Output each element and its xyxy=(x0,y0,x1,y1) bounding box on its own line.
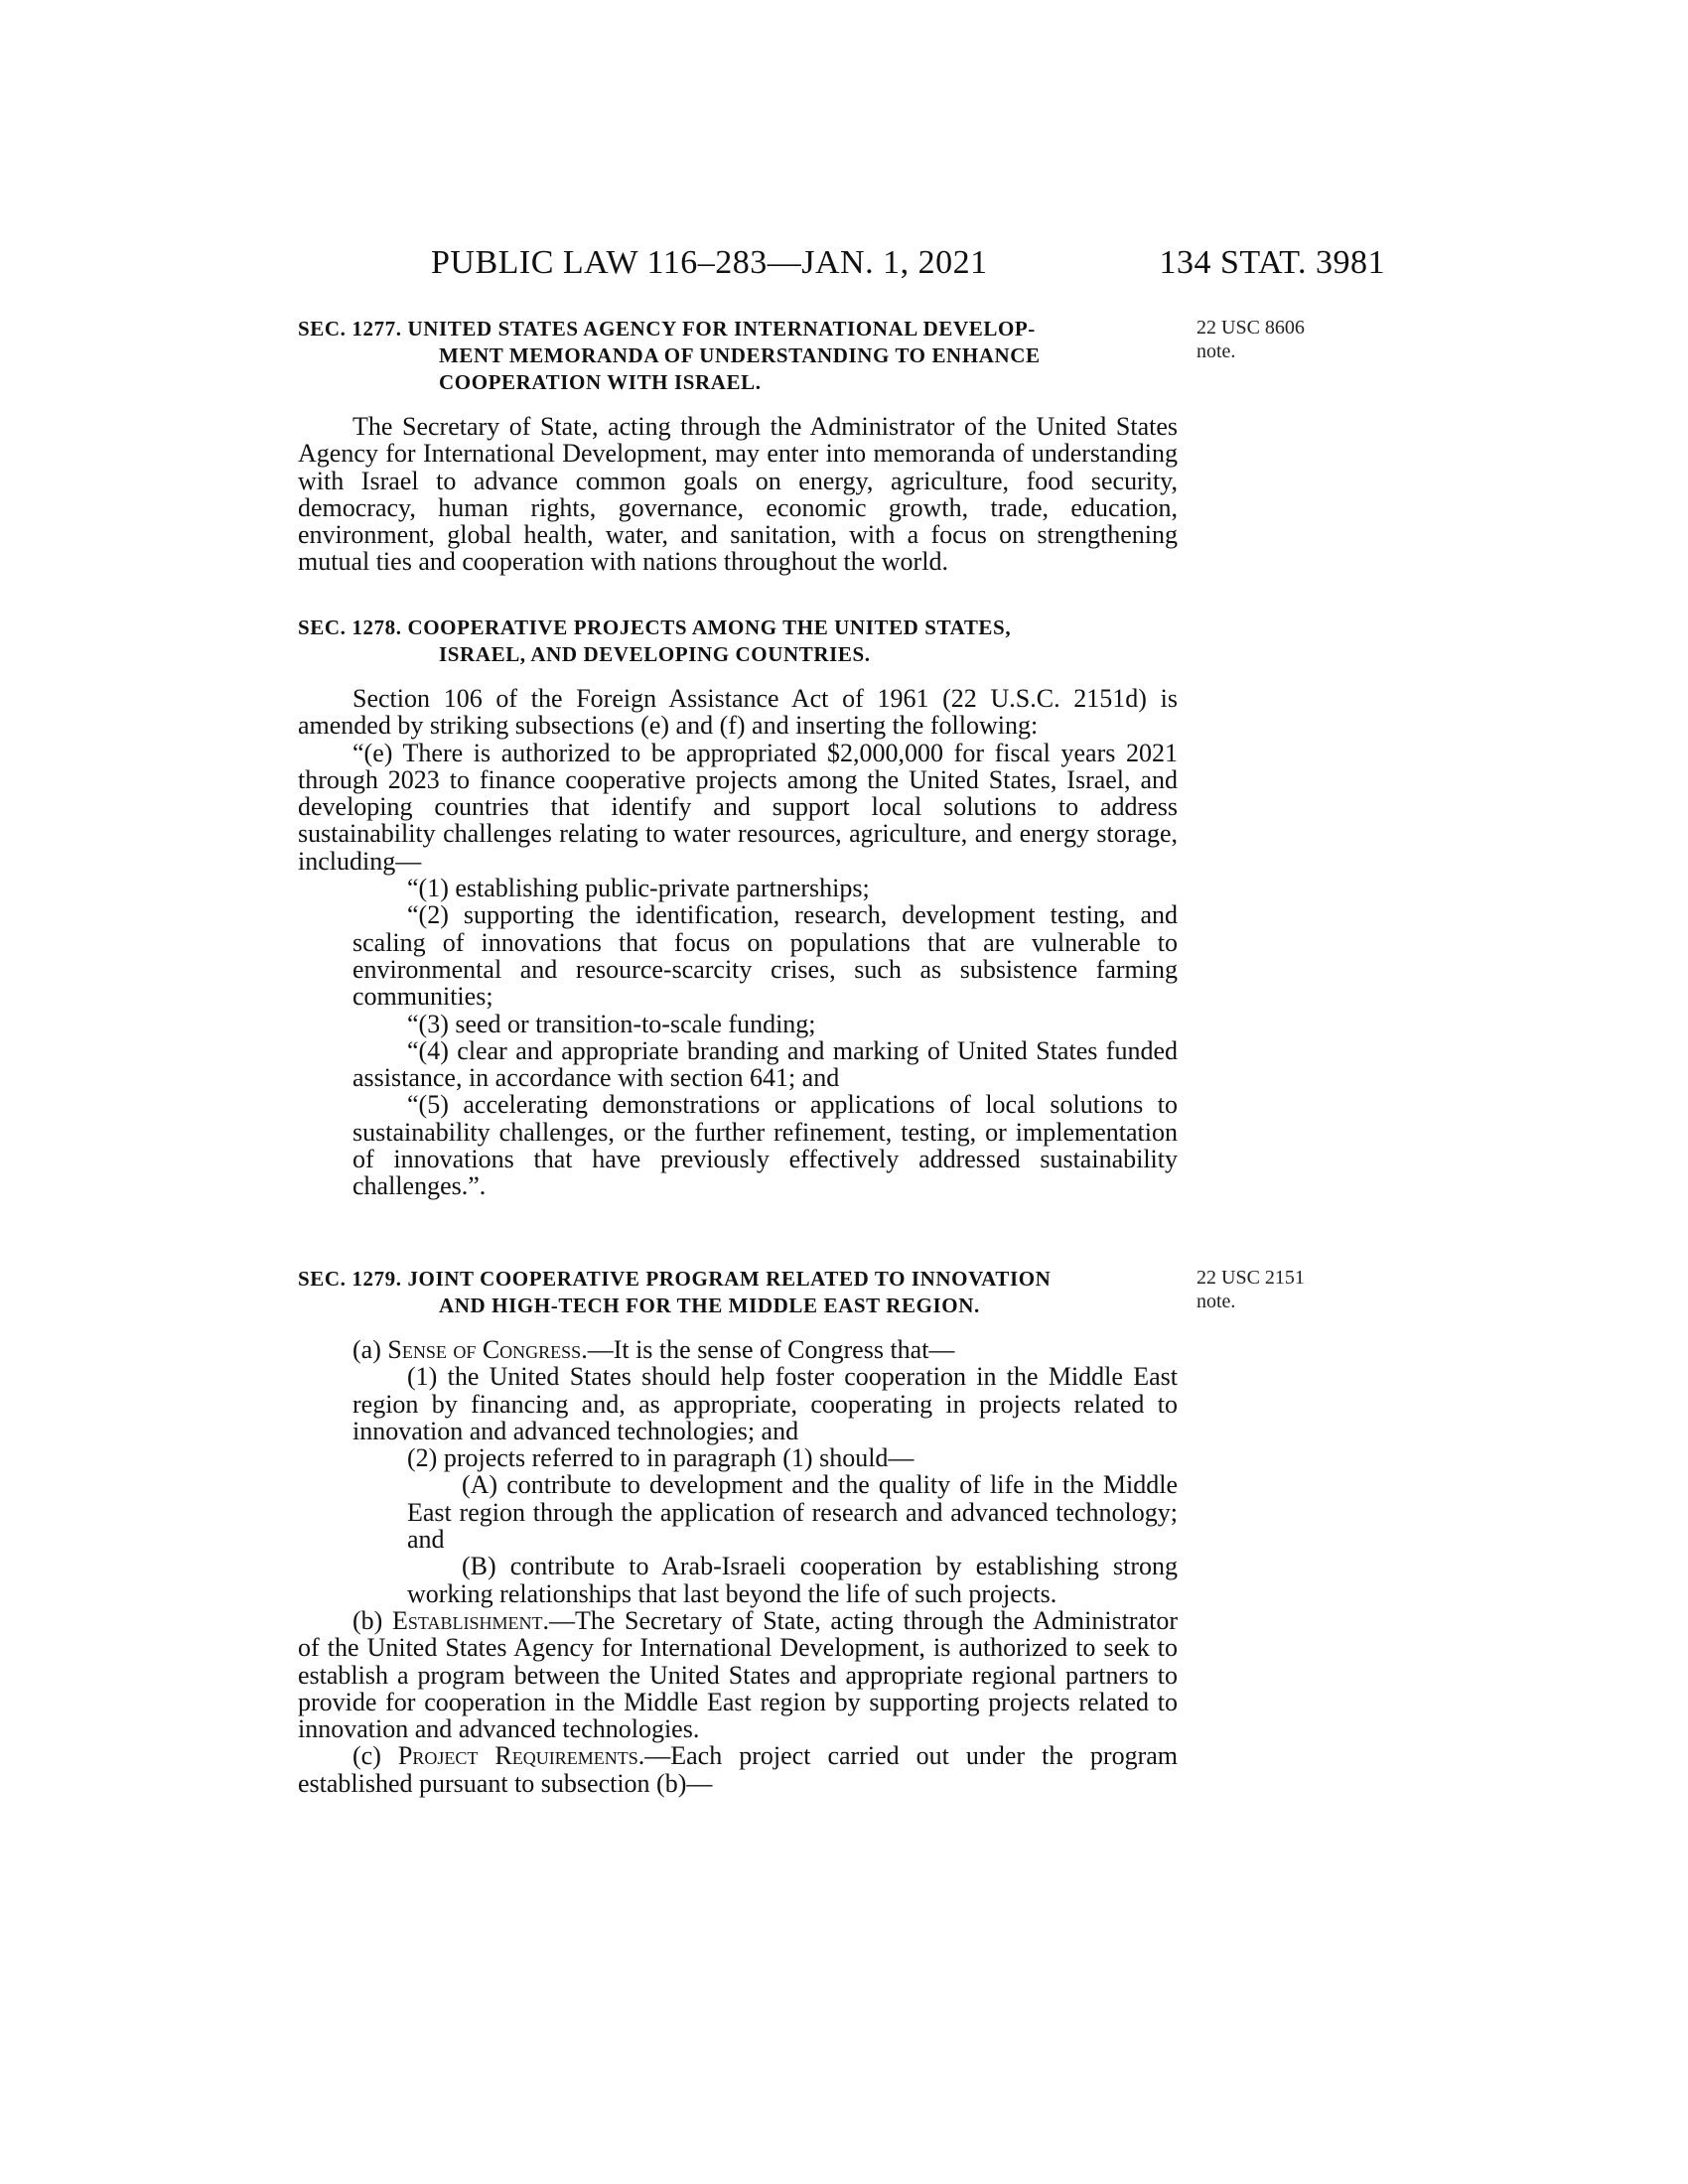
paragraph-a1: (1) the United States should help foster cooperation in the Middle East region by financing and, as appropriate, cooperating in projects related to innovation and advanced technologies; and xyxy=(352,1362,1178,1445)
section-heading xyxy=(298,614,1178,668)
section-heading-line: COOPERATION WITH ISRAEL. xyxy=(439,370,762,394)
margin-note-citation: 22 USC 8606 xyxy=(1196,317,1305,339)
subsection-b xyxy=(298,1607,1178,1742)
subsection-heading: Project Requirements xyxy=(397,1741,638,1771)
section-heading xyxy=(298,1266,1178,1319)
section-1278 xyxy=(298,614,1178,1200)
subsection-text: .—The Secretary of State, acting through the Administrator of the United States Agency for International Development, is authorized to seek to establish a program between the United States and appropriate regional partners to provide for cooperation in the Middle East region by supporting projects related to innovation and advanced technologies. xyxy=(298,1605,1178,1744)
subsection-e: “(e) There is authorized to be appropriated $2,000,000 for fiscal years 2021 through 2023 to finance cooperative projects among the United States, Israel, and developing countries that identify and support local solutions to address sustainability challenges relating to water resources, agriculture, and energy storage, including— xyxy=(298,738,1178,876)
section-heading-line: SEC. 1277. UNITED STATES AGENCY FOR INTERNATIONAL DEVELOP- xyxy=(298,317,1036,341)
section-heading-line: MENT MEMORANDA OF UNDERSTANDING TO ENHANCE xyxy=(439,343,1041,367)
section-1279 xyxy=(298,1266,1178,1797)
section-body: The Secretary of State, acting through the Administrator of the United States Agency for International Development, may enter into memoranda of understanding with Israel to advance common goals on energy, agriculture, food security, democracy, human rights, governance, economic growth, trade, education, environment, global health, water, and sanitation, with a focus on strengthening mutual ties and cooperation with nations throughout the world. xyxy=(298,412,1178,577)
paragraph-2: “(2) supporting the identification, research, development testing, and scaling of innovations that focus on populations that are vulnerable to environmental and resource-scarcity crises, such as subsistence farming communities; xyxy=(352,900,1178,1012)
running-head xyxy=(298,244,1385,294)
section-heading-line: SEC. 1279. JOINT COOPERATIVE PROGRAM RELATED TO INNOVATION xyxy=(298,1267,1052,1291)
paragraph-3: “(3) seed or transition-to-scale funding; xyxy=(407,1009,816,1038)
margin-note-sec1277 xyxy=(1196,316,1305,363)
section-heading-line: ISRAEL, AND DEVELOPING COUNTRIES. xyxy=(439,642,871,666)
section-heading-line: SEC. 1278. COOPERATIVE PROJECTS AMONG THE UNITED STATES, xyxy=(298,615,1012,639)
subparagraph-a2A: (A) contribute to development and the quality of life in the Middle East region through the application of research and advanced technology; and xyxy=(407,1470,1178,1555)
subsection-text: .—It is the sense of Congress that— xyxy=(581,1335,955,1364)
running-head-title: PUBLIC LAW 116–283—JAN. 1, 2021 xyxy=(431,244,988,281)
section-intro: Section 106 of the Foreign Assistance Act of 1961 (22 U.S.C. 2151d) is amended by striking subsections (e) and (f) and inserting the following: xyxy=(298,684,1178,741)
margin-note-label: note. xyxy=(1196,341,1236,362)
paragraph-1: “(1) establishing public-private partnerships; xyxy=(407,874,870,903)
subsection-label: (c) xyxy=(352,1741,398,1771)
subsection-a xyxy=(298,1336,1178,1363)
subparagraph-a2B: (B) contribute to Arab-Israeli cooperation by establishing strong working relationships that last beyond the life of such projects. xyxy=(407,1552,1178,1608)
margin-note-label: note. xyxy=(1196,1291,1236,1312)
subsection-label: (a) xyxy=(352,1335,388,1364)
subsection-c xyxy=(298,1742,1178,1797)
subsection-heading: Establishment xyxy=(392,1605,543,1635)
paragraph-5: “(5) accelerating demonstrations or applications of local solutions to sustainability challenges, or the further refinement, testing, or implementation of innovations that have previously effectively addressed sustainability challenges.”. xyxy=(352,1090,1178,1201)
margin-note-citation: 22 USC 2151 xyxy=(1196,1267,1305,1289)
subsection-label: (b) xyxy=(352,1605,392,1635)
subsection-heading: Sense of Congress xyxy=(387,1335,582,1364)
paragraph-a2: (2) projects referred to in paragraph (1) should— xyxy=(407,1443,914,1473)
section-heading xyxy=(298,316,1178,396)
margin-note-sec1279 xyxy=(1196,1266,1305,1313)
statute-page-number: 134 STAT. 3981 xyxy=(1159,244,1385,281)
section-heading-line: AND HIGH-TECH FOR THE MIDDLE EAST REGION. xyxy=(439,1294,980,1317)
section-1277 xyxy=(298,316,1178,576)
paragraph-4: “(4) clear and appropriate branding and marking of United States funded assistance, in accordance with section 641; and xyxy=(352,1035,1178,1093)
subsection-text: .—Each project carried out under the program established pursuant to subsection (b)— xyxy=(298,1741,1178,1798)
